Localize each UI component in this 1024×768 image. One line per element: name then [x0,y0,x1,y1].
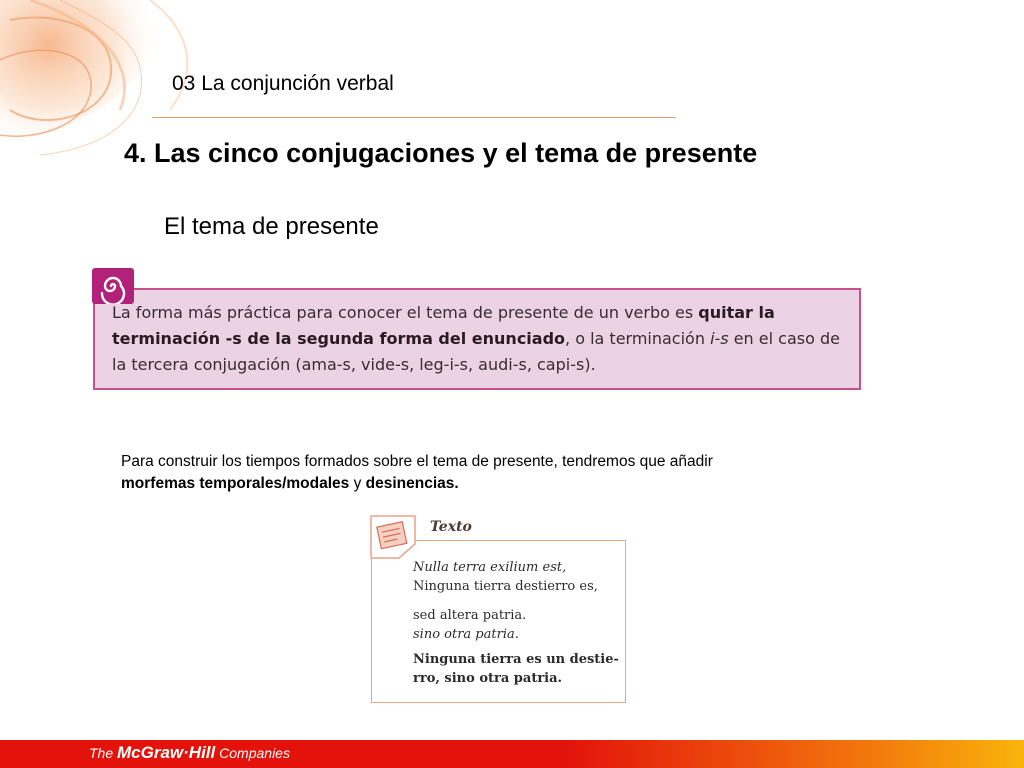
texto-content [413,558,623,688]
document-icon [369,514,417,560]
note-italic1: i-s [710,329,729,348]
texto-label: Texto [430,519,472,535]
texto-line-2: Ninguna tierra destierro es, [413,579,598,594]
subheading: El tema de presente [164,213,379,240]
note-part3: en el caso de la tercera conjugación (ama-s, vide-s, leg-i-s, audi-s, capi-s). [112,329,840,374]
section-heading: 4. Las cinco conjugaciones y el tema de presente [124,138,758,168]
note-part2: , o la terminación [565,329,711,348]
texto-line-5: Ninguna tierra es un destie- [413,652,619,667]
note-bold1: quitar la terminación -s de la segunda forma del enunciado [112,303,775,348]
paragraph-bold2: desinencias. [365,475,459,492]
note-part1: La forma más práctica para conocer el tema de presente de un verbo es [112,303,699,322]
spiral-icon [92,268,134,304]
note-text [112,300,852,378]
paragraph-bold1: morfemas temporales/modales [121,475,350,492]
body-paragraph [121,451,881,495]
chapter-title: 03 La conjunción verbal [172,72,394,95]
footer-bar [0,740,1024,768]
brand-suffix: Companies [215,745,290,761]
brand-logo [89,743,290,763]
brand-name: McGraw·Hill [117,743,216,762]
title-divider [152,117,676,118]
texto-line-1: Nulla terra exilium est, [413,560,567,575]
paragraph-mid: y [349,475,366,492]
texto-line-4: sino otra patria. [413,627,519,642]
paragraph-text: Para construir los tiempos formados sobre el tema de presente, tendremos que añadir [121,453,713,470]
brand-prefix: The [89,745,118,761]
texto-line-6: rro, sino otra patria. [413,671,563,686]
texto-line-3: sed altera patria. [413,608,527,623]
